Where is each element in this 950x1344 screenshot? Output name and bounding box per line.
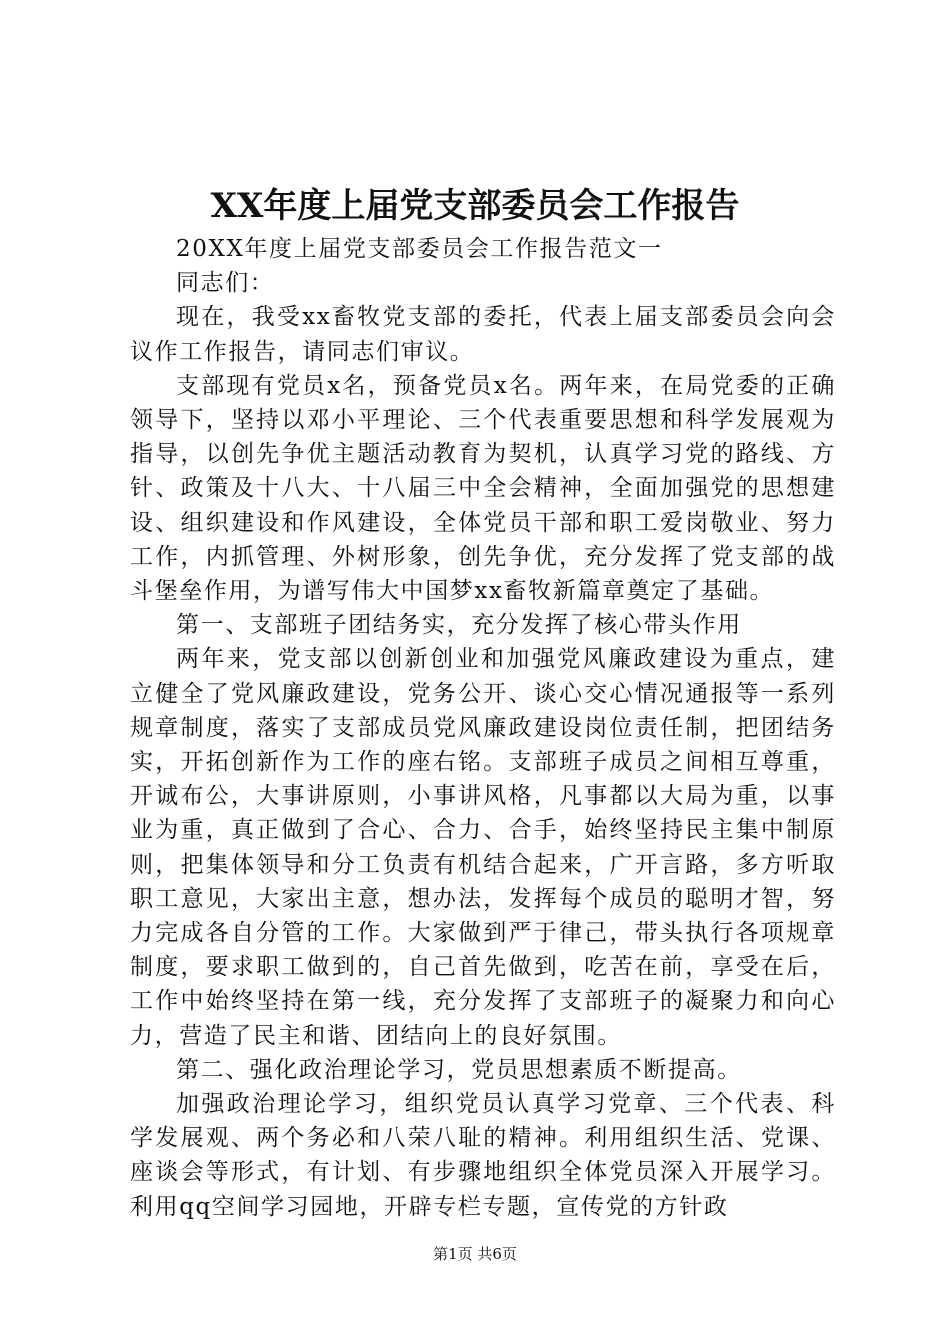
section-heading-2: 第二、强化政治理论学习，党员思想素质不断提高。 bbox=[176, 1056, 742, 1083]
document-body bbox=[130, 232, 836, 1224]
paragraph-salutation: 同志们： bbox=[176, 270, 275, 297]
paragraph-section-1: 两年来，党支部以创新创业和加强党风廉政建设为重点，建立健全了党风廉政建设，党务公开、谈心交心情况通报等一系列规章制度，落实了支部成员党风廉政建设岗位责任制，把团结务实，开拓创新作为工作的座右铭。支部班子成员之间相互尊重，开诚布公，大事讲原则，小事讲风格，凡事都以大局为重，以事业为重，真正做到了合心、合力、合手，始终坚持民主集中制原则，把集体领导和分工负责有机结合起来，广开言路，多方听取职工意见，大家出主意，想办法，发挥每个成员的聪明才智，努力完成各自分管的工作。大家做到严于律己，带头执行各项规章制度，要求职工做到的，自己首先做到，吃苦在前，享受在后，工作中始终坚持在第一线，充分发挥了支部班子的凝聚力和向心力，营造了民主和谐、团结向上的良好氛围。 bbox=[130, 646, 836, 1049]
paragraph-overview: 支部现有党员x名，预备党员x名。两年来，在局党委的正确领导下，坚持以邓小平理论、三个代表重要思想和科学发展观为指导，以创先争优主题活动教育为契机，认真学习党的路线、方针、政策及十八大、十八届三中全会精神，全面加强党的思想建设、组织建设和作风建设，全体党员干部和职工爱岗敬业、努力工作，内抓管理、外树形象，创先争优，充分发挥了党支部的战斗堡垒作用，为谱写伟大中国梦xx畜牧新篇章奠定了基础。 bbox=[130, 372, 836, 605]
paragraph-section-2: 加强政治理论学习，组织党员认真学习党章、三个代表、科学发展观、两个务必和八荣八耻的精神。利用组织生活、党课、座谈会等形式，有计划、有步骤地组织全体党员深入开展学习。利用qq空间学习园地，开辟专栏专题，宣传党的方针政 bbox=[130, 1091, 836, 1220]
document-title: XX年度上届党支部委员会工作报告 bbox=[210, 186, 740, 226]
section-heading-1: 第一、支部班子团结务实，充分发挥了核心带头作用 bbox=[176, 612, 742, 639]
page-footer: 第1页 共6页 bbox=[433, 1245, 517, 1263]
paragraph-opening: 现在，我受xx畜牧党支部的委托，代表上届支部委员会向会议作工作报告，请同志们审议。 bbox=[130, 304, 836, 365]
paragraph-subtitle: 20XX年度上届党支部委员会工作报告范文一 bbox=[176, 236, 663, 262]
